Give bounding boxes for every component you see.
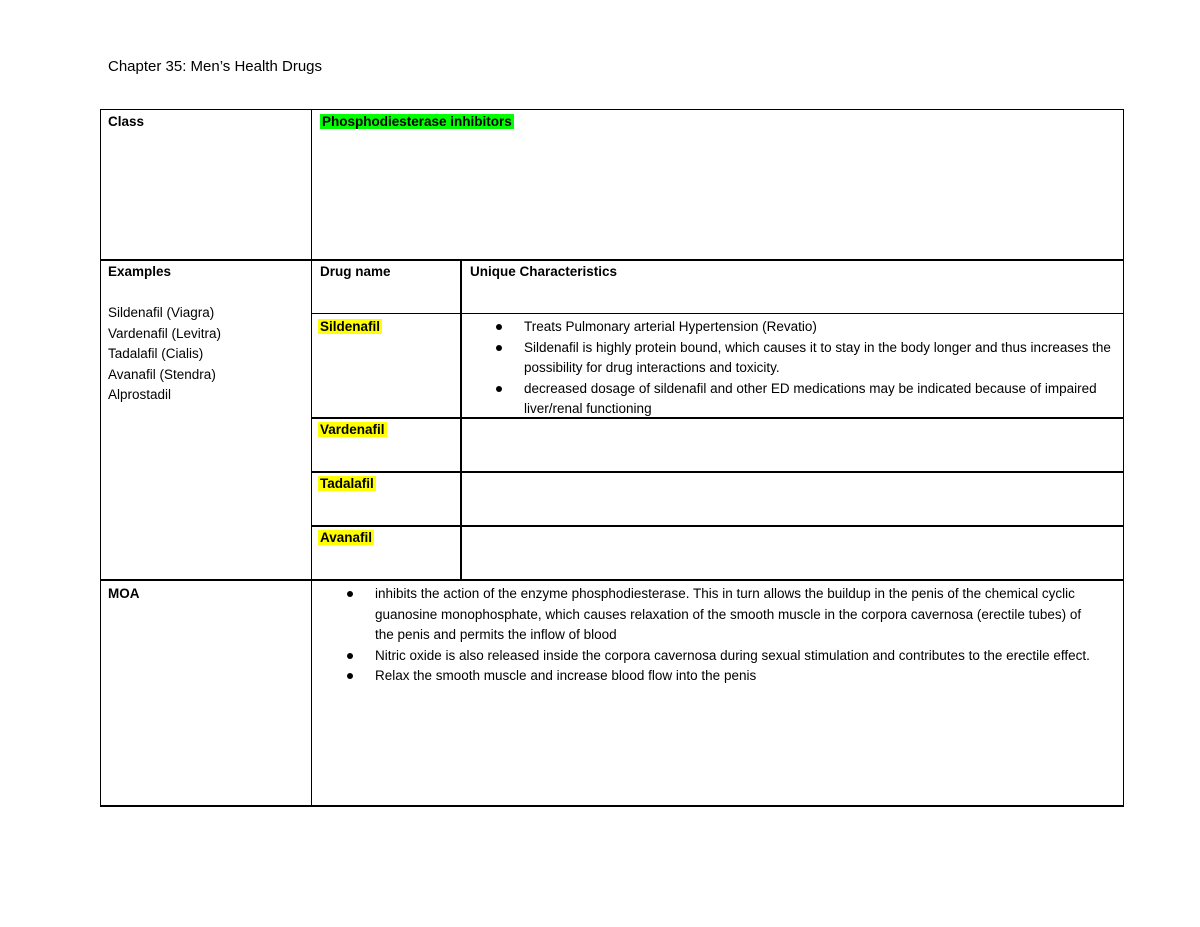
drug-name-tadalafil: Tadalafil	[320, 476, 374, 491]
list-item: Relax the smooth muscle and increase blood flow into the penis	[313, 666, 1103, 687]
example-item: Tadalafil (Cialis)	[108, 346, 204, 361]
drug-name-sildenafil: Sildenafil	[320, 319, 381, 334]
list-item: decreased dosage of sildenafil and other ED medications may be indicated because of impaired liver/renal functioning	[462, 379, 1122, 420]
list-item: Nitric oxide is also released inside the corpora cavernosa during sexual stimulation and contributes to the erectile effect.	[313, 646, 1103, 667]
sildenafil-characteristics	[462, 317, 1122, 420]
moa-list	[313, 584, 1103, 687]
example-item: Avanafil (Stendra)	[108, 366, 216, 382]
page-title: Chapter 35: Men’s Health Drugs	[108, 58, 322, 75]
example-item: Alprostadil	[108, 387, 172, 402]
list-item: inhibits the action of the enzyme phosphodiesterase. This in turn allows the buildup in the penis of the chemical cyclic guanosine monophosphate, which causes relaxation of the smooth muscle in the corpora cavernosa (erectile tubes) of the penis and permits the inflow of blood	[313, 584, 1103, 646]
examples-label: Examples	[108, 264, 172, 279]
moa-label: MOA	[108, 586, 140, 601]
example-item: Vardenafil (Levitra)	[108, 325, 222, 341]
examples-list	[108, 303, 221, 406]
drug-name-avanafil: Avanafil	[320, 530, 373, 545]
class-label: Class	[108, 114, 145, 129]
unique-characteristics-header: Unique Characteristics	[470, 264, 618, 279]
drug-name-vardenafil: Vardenafil	[320, 422, 385, 437]
drug-name-header: Drug name	[320, 264, 391, 279]
class-value: Phosphodiesterase inhibitors	[322, 114, 512, 129]
list-item: Treats Pulmonary arterial Hypertension (Revatio)	[462, 317, 1122, 338]
list-item: Sildenafil is highly protein bound, which causes it to stay in the body longer and thus increases the possibility for drug interactions and toxicity.	[462, 338, 1122, 379]
example-item: Sildenafil (Viagra)	[108, 305, 215, 320]
